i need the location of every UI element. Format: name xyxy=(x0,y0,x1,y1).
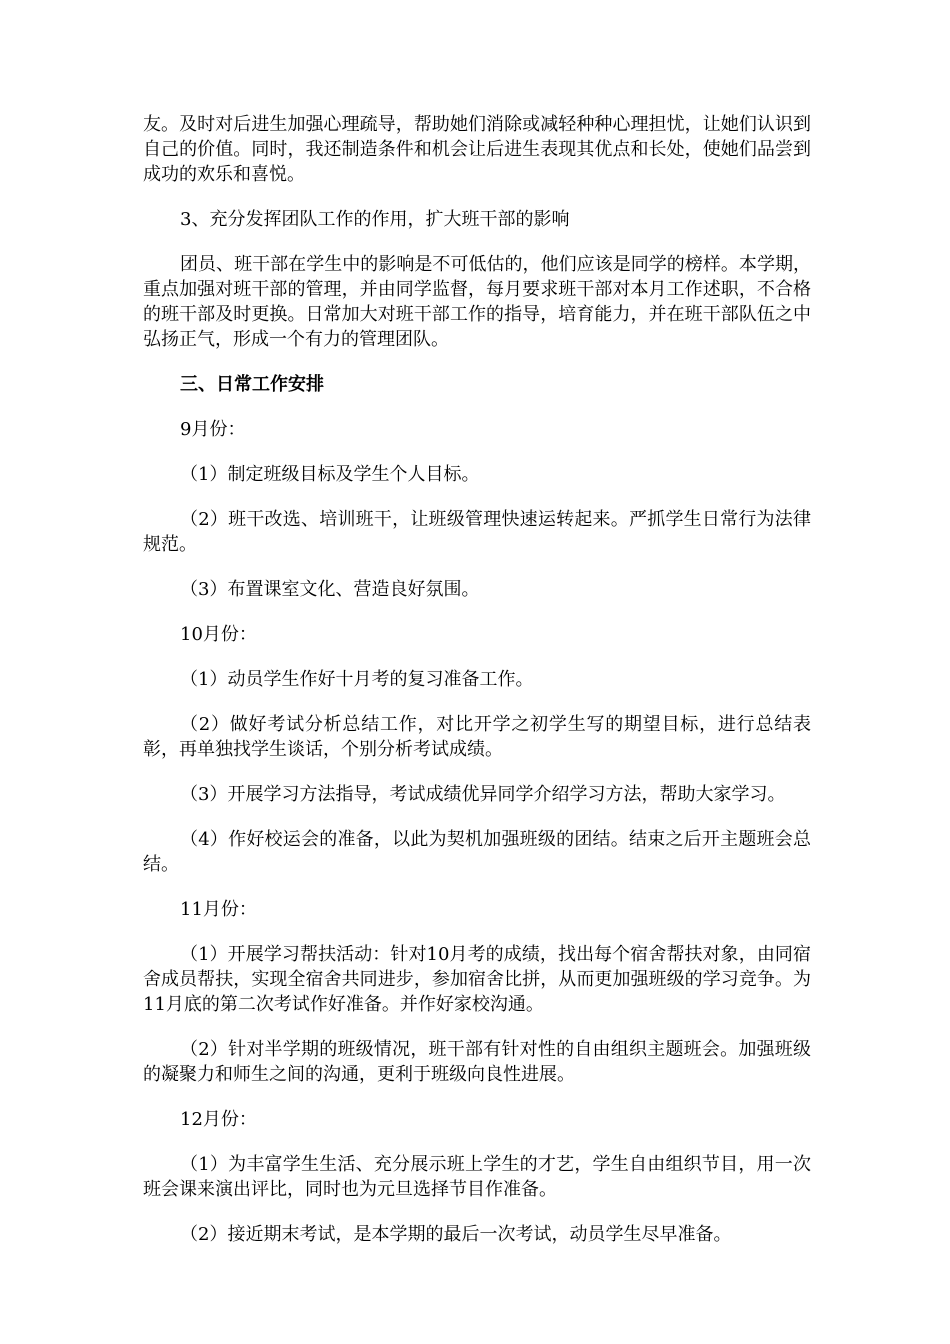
list-item: （4）作好校运会的准备，以此为契机加强班级的团结。结束之后开主题班会总结。 xyxy=(143,829,811,875)
paragraph-support-students: 友。及时对后进生加强心理疏导，帮助她们消除或减轻种种心理担忧，让她们认识到自己的价值。同时，我还制造条件和机会让后进生表现其优点和长处，使她们品尝到成功的欢乐和喜悦。 xyxy=(143,114,811,185)
list-item: （2）做好考试分析总结工作，对比开学之初学生写的期望目标，进行总结表彰，再单独找学生谈话，个别分析考试成绩。 xyxy=(143,714,811,760)
list-item: （1）开展学习帮扶活动：针对10月考的成绩，找出每个宿舍帮扶对象，由同宿舍成员帮扶，实现全宿舍共同进步，参加宿舍比拼，从而更加强班级的学习竞争。为11月底的第二次考试作好准备。并作好家校沟通。 xyxy=(143,944,811,1015)
list-item: （2）针对半学期的班级情况，班干部有针对性的自由组织主题班会。加强班级的凝聚力和师生之间的沟通，更利于班级向良性进展。 xyxy=(143,1039,811,1085)
list-item: （2）接近期末考试，是本学期的最后一次考试，动员学生尽早准备。 xyxy=(180,1224,732,1245)
list-item: （3）开展学习方法指导，考试成绩优异同学介绍学习方法，帮助大家学习。 xyxy=(180,784,786,805)
subheading-team-role: 3、充分发挥团队工作的作用，扩大班干部的影响 xyxy=(180,209,570,230)
list-item: （1）为丰富学生生活、充分展示班上学生的才艺，学生自由组织节目，用一次班会课来演出评比，同时也为元旦选择节目作准备。 xyxy=(143,1154,811,1200)
paragraph-class-cadres: 团员、班干部在学生中的影响是不可低估的，他们应该是同学的榜样。本学期，重点加强对班干部的管理，并由同学监督，每月要求班干部对本月工作述职，不合格的班干部及时更换。日常加大对班干部工作的指导，培育能力，并在班干部队伍之中弘扬正气，形成一个有力的管理团队。 xyxy=(143,254,811,350)
month-heading-december: 12月份： xyxy=(180,1109,257,1130)
section-heading-daily-arrangement: 三、日常工作安排 xyxy=(180,374,324,395)
document-body xyxy=(143,112,811,1267)
month-heading-november: 11月份： xyxy=(180,899,257,920)
list-item: （2）班干改选、培训班干，让班级管理快速运转起来。严抓学生日常行为法律规范。 xyxy=(143,509,811,555)
month-heading-october: 10月份： xyxy=(180,624,257,645)
list-item: （1）制定班级目标及学生个人目标。 xyxy=(180,464,480,485)
list-item: （3）布置课室文化、营造良好氛围。 xyxy=(180,579,480,600)
list-item: （1）动员学生作好十月考的复习准备工作。 xyxy=(180,669,534,690)
month-heading-september: 9月份： xyxy=(180,419,246,440)
